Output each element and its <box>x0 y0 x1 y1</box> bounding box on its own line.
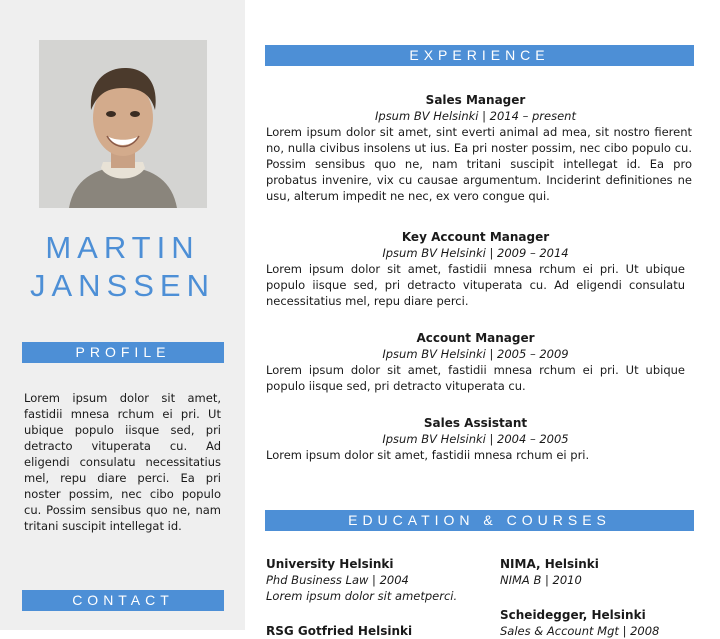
education-heading: EDUCATION & COURSES <box>265 510 694 531</box>
education-institution: University Helsinki <box>266 557 394 571</box>
job-description: Lorem ipsum dolor sit amet, fastidii mnesa rchum ei pri. Ut ubique populo iisque sed, pri detracto vituperata cu. Ad eligendi consulatu necessitatius mel, repu diare perci. <box>266 262 685 308</box>
job-employer: Ipsum BV Helsinki | 2014 – present <box>375 109 576 123</box>
profile-heading: PROFILE <box>22 342 224 363</box>
education-entry <box>266 556 486 604</box>
education-institution: Scheidegger, Helsinki <box>500 608 646 622</box>
contact-heading: CONTACT <box>22 590 224 611</box>
profile-photo <box>39 40 207 208</box>
job-employer: Ipsum BV Helsinki | 2005 – 2009 <box>382 347 569 361</box>
education-institution: RSG Gotfried Helsinki <box>266 624 413 638</box>
experience-heading: EXPERIENCE <box>265 45 694 66</box>
portrait-image <box>39 40 207 208</box>
job-description: Lorem ipsum dolor sit amet, fastidii mnesa rchum ei pri. <box>266 448 590 462</box>
education-entry <box>266 623 486 639</box>
job-title: Sales Assistant <box>423 416 528 430</box>
job-title: Key Account Manager <box>401 230 550 244</box>
job-employer: Ipsum BV Helsinki | 2004 – 2005 <box>382 432 569 446</box>
education-entry <box>500 556 690 588</box>
job-title: Sales Manager <box>425 93 526 107</box>
education-degree: NIMA B | 2010 <box>500 573 582 587</box>
job-entry <box>266 416 685 463</box>
education-institution: NIMA, Helsinki <box>500 557 599 571</box>
job-entry <box>266 230 685 309</box>
education-degree: Phd Business Law | 2004 <box>266 573 409 587</box>
education-degree: Sales & Account Mgt | 2008 <box>500 624 660 638</box>
education-entry <box>500 607 690 639</box>
job-entry <box>266 331 685 394</box>
education-note: Lorem ipsum dolor sit ametperci. <box>266 589 458 603</box>
job-employer: Ipsum BV Helsinki | 2009 – 2014 <box>382 246 569 260</box>
job-entry <box>266 93 692 204</box>
job-description: Lorem ipsum dolor sit amet, sint everti animal ad mea, sit nostro fierent no, nulla civibus insolens ut ius. Ea pri noster possim, nec cibo populo cu. Possim sensibus quo ne, nam tritani suscipit intellegat id. Ea pro probatus invenire, vix cu causae argumentum. Inciderint definitiones ne usu, alterum impedit ne nec, ex vero congue qui. <box>266 125 692 203</box>
profile-text: Lorem ipsum dolor sit amet, fastidii mnesa rchum ei pri. Ut ubique populo iisque sed, pri detracto vituperata cu. Ad eligendi consulatu necessitatius mel, repu diare perci. Ea pri noster possim, nec cibo populo cu. Possim sensibus quo ne, nam tritani suscipit intellegat id. <box>24 391 221 533</box>
first-name: MARTIN <box>45 230 200 265</box>
job-title: Account Manager <box>416 331 535 345</box>
job-description: Lorem ipsum dolor sit amet, fastidii mnesa rchum ei pri. Ut ubique populo iisque sed, pri detracto vituperata cu. <box>266 363 685 393</box>
last-name: JANSSEN <box>30 268 215 303</box>
